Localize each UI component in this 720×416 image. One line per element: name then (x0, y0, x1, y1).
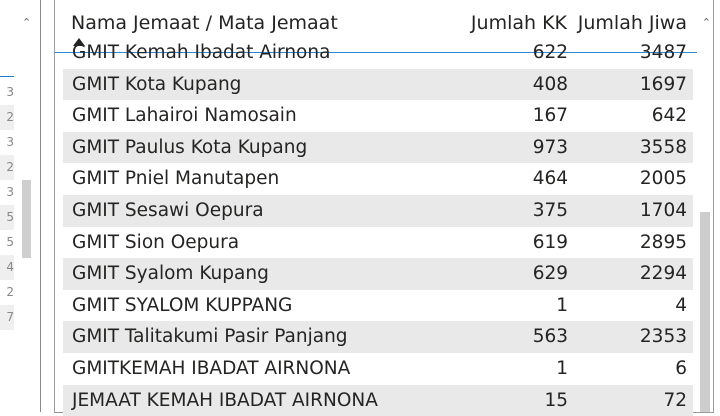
cell-name: GMIT SYALOM KUPPANG (72, 294, 293, 316)
left-row-value: 5 (0, 205, 14, 230)
cell-kk: 375 (532, 199, 568, 221)
cell-jiwa: 1704 (639, 199, 687, 221)
chevron-up-icon[interactable]: ⌃ (22, 16, 32, 29)
cell-name: GMIT Syalom Kupang (72, 263, 269, 285)
cell-name: JEMAAT KEMAH IBADAT AIRNONA (72, 389, 378, 411)
cell-kk: 973 (532, 136, 568, 158)
cell-name: GMIT Sion Oepura (72, 231, 240, 253)
left-row-value: 2 (0, 105, 14, 130)
table-visual (54, 0, 714, 413)
cell-name: GMIT Talitakumi Pasir Panjang (72, 326, 348, 348)
cell-kk: 1 (556, 294, 568, 316)
cell-jiwa: 6 (675, 357, 687, 379)
cell-kk: 167 (532, 105, 568, 127)
table-row[interactable] (63, 163, 693, 195)
cell-jiwa: 72 (663, 389, 687, 411)
cell-jiwa: 2294 (639, 263, 687, 285)
left-row-value: 3 (6, 85, 14, 99)
left-scrollbar-thumb[interactable] (22, 180, 31, 258)
cell-kk: 464 (532, 168, 568, 190)
left-row-value: 3 (6, 185, 14, 199)
vertical-scrollbar[interactable] (697, 0, 713, 412)
column-header-jiwa[interactable]: Jumlah Jiwa (577, 12, 687, 34)
cell-name: GMIT Pniel Manutapen (72, 168, 280, 190)
table-row[interactable] (63, 321, 693, 353)
scrollbar-thumb[interactable] (700, 212, 710, 412)
chevron-up-icon[interactable]: ⌃ (701, 16, 711, 29)
cell-jiwa: 642 (651, 105, 687, 127)
table-row[interactable] (63, 227, 693, 259)
cell-kk: 622 (532, 42, 568, 63)
cell-jiwa: 2005 (639, 168, 687, 190)
table-row[interactable] (63, 258, 693, 290)
cell-kk: 408 (532, 73, 568, 95)
left-row-value: 4 (0, 255, 14, 280)
cell-kk: 563 (532, 326, 568, 348)
cell-name: GMIT Lahairoi Namosain (72, 105, 297, 127)
table-row[interactable] (63, 385, 693, 416)
left-header-divider (0, 76, 14, 77)
table-row[interactable] (63, 353, 693, 385)
table-row[interactable] (63, 132, 693, 164)
table-row[interactable] (63, 69, 693, 101)
cell-name: GMITKEMAH IBADAT AIRNONA (72, 357, 351, 379)
cell-name: GMIT Sesawi Oepura (72, 199, 264, 221)
cell-jiwa: 3487 (639, 42, 687, 63)
column-header-kk[interactable]: Jumlah KK (470, 12, 567, 34)
cell-jiwa: 3558 (639, 136, 687, 158)
table-row[interactable] (63, 290, 693, 322)
left-visual-partial (0, 0, 41, 412)
left-row-value: 3 (6, 135, 14, 149)
cell-name: GMIT Kemah Ibadat Airnona (72, 42, 331, 63)
cell-jiwa: 2895 (639, 231, 687, 253)
cell-jiwa: 2353 (639, 326, 687, 348)
left-rows (0, 80, 14, 330)
cell-name: GMIT Paulus Kota Kupang (72, 136, 308, 158)
table-row[interactable] (63, 37, 693, 69)
cell-kk: 629 (532, 263, 568, 285)
left-row-value: 2 (0, 155, 14, 180)
table-body (55, 42, 697, 412)
cell-kk: 15 (544, 389, 568, 411)
table-row[interactable] (63, 100, 693, 132)
cell-kk: 1 (556, 357, 568, 379)
left-row-value: 2 (6, 285, 14, 299)
table-rows (63, 37, 693, 416)
table-row[interactable] (63, 195, 693, 227)
column-header-name[interactable]: Nama Jemaat / Mata Jemaat (71, 12, 338, 34)
left-row-value: 5 (6, 235, 14, 249)
cell-jiwa: 4 (675, 294, 687, 316)
cell-jiwa: 1697 (639, 73, 687, 95)
cell-kk: 619 (532, 231, 568, 253)
left-row-value: 7 (0, 305, 14, 330)
cell-name: GMIT Kota Kupang (72, 73, 242, 95)
